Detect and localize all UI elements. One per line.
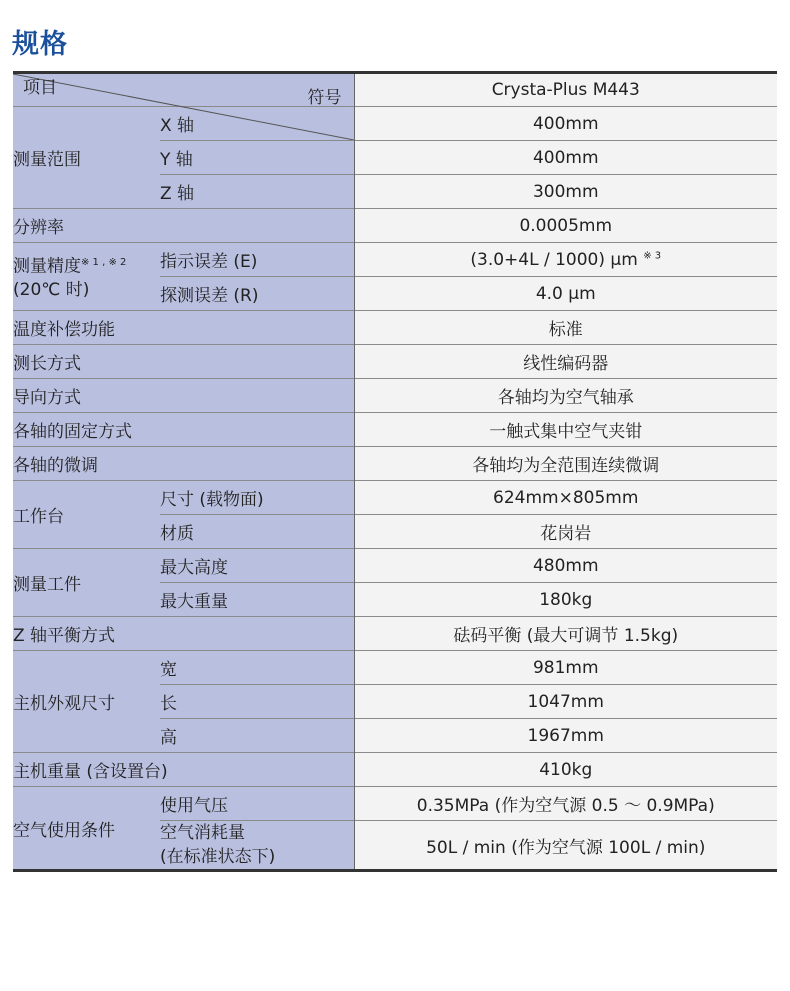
row-value: 50L / min (作为空气源 100L / min) <box>354 821 777 871</box>
table-row <box>13 651 777 685</box>
row-value: 300mm <box>354 175 777 209</box>
row-label: Z 轴 <box>160 175 354 209</box>
row-value: 400mm <box>354 107 777 141</box>
accuracy-label: 测量精度 <box>13 256 81 277</box>
header-symbol: 符号 <box>307 88 342 108</box>
row-value: 981mm <box>354 651 777 685</box>
page-title: 规格 <box>12 29 68 60</box>
row-label: 最大重量 <box>160 583 354 617</box>
group-label: 测量工件 <box>13 549 160 617</box>
row-value: 624mm×805mm <box>354 481 777 515</box>
row-value: 0.0005mm <box>354 209 777 243</box>
table-row <box>13 617 777 651</box>
group-label: 测量范围 <box>13 107 160 209</box>
row-value: 4.0 μm <box>354 277 777 311</box>
row-label: 测长方式 <box>13 345 354 379</box>
row-value: 480mm <box>354 549 777 583</box>
row-value: 砝码平衡 (最大可调节 1.5kg) <box>354 617 777 651</box>
row-value: 400mm <box>354 141 777 175</box>
row-value: 一触式集中空气夹钳 <box>354 413 777 447</box>
indication-value: (3.0+4L / 1000) μm <box>470 249 638 270</box>
row-value: 1047mm <box>354 685 777 719</box>
row-label: 长 <box>160 685 354 719</box>
header-model: Crysta-Plus M443 <box>354 73 777 107</box>
row-label: 指示误差 (E) <box>160 243 354 277</box>
table-row <box>13 413 777 447</box>
table-row <box>13 447 777 481</box>
row-value: 0.35MPa (作为空气源 0.5 ～ 0.9MPa) <box>354 787 777 821</box>
row-value: 1967mm <box>354 719 777 753</box>
row-label: 各轴的固定方式 <box>13 413 354 447</box>
table-row <box>13 311 777 345</box>
row-label: Z 轴平衡方式 <box>13 617 354 651</box>
row-value: 各轴均为空气轴承 <box>354 379 777 413</box>
row-label <box>160 821 354 871</box>
group-label: 主机外观尺寸 <box>13 651 160 753</box>
air-consumption-condition: (在标准状态下) <box>160 847 276 867</box>
row-label: 温度补偿功能 <box>13 311 354 345</box>
row-label: 探测误差 (R) <box>160 277 354 311</box>
air-consumption-label: 空气消耗量 <box>160 823 245 843</box>
row-label: 尺寸 (载物面) <box>160 481 354 515</box>
table-row <box>13 753 777 787</box>
table-row <box>13 549 777 583</box>
group-label <box>13 243 160 311</box>
row-label: 主机重量 (含设置台) <box>13 753 354 787</box>
row-value: 各轴均为全范围连续微调 <box>354 447 777 481</box>
row-label: X 轴 <box>160 107 354 141</box>
spec-table <box>13 71 777 872</box>
table-row <box>13 345 777 379</box>
group-label: 空气使用条件 <box>13 787 160 871</box>
row-value <box>354 243 777 277</box>
table-row <box>13 787 777 821</box>
row-label: 分辨率 <box>13 209 354 243</box>
row-label: 高 <box>160 719 354 753</box>
group-label: 工作台 <box>13 481 160 549</box>
accuracy-notes: ※ 1 , ※ 2 <box>81 256 127 268</box>
row-label: 各轴的微调 <box>13 447 354 481</box>
accuracy-condition: (20℃ 时) <box>13 280 90 301</box>
row-label: 最大高度 <box>160 549 354 583</box>
row-value: 线性编码器 <box>354 345 777 379</box>
row-label: Y 轴 <box>160 141 354 175</box>
row-label: 导向方式 <box>13 379 354 413</box>
row-value: 标准 <box>354 311 777 345</box>
table-header-row <box>13 73 777 107</box>
row-label: 使用气压 <box>160 787 354 821</box>
indication-note: ※ 3 <box>643 249 662 261</box>
header-item: 项目 <box>23 78 57 98</box>
table-row <box>13 379 777 413</box>
table-row <box>13 243 777 277</box>
row-value: 410kg <box>354 753 777 787</box>
table-row <box>13 481 777 515</box>
row-value: 花岗岩 <box>354 515 777 549</box>
table-row <box>13 209 777 243</box>
row-label: 材质 <box>160 515 354 549</box>
diagonal-divider <box>13 74 354 140</box>
row-label: 宽 <box>160 651 354 685</box>
header-cell <box>13 73 354 107</box>
row-value: 180kg <box>354 583 777 617</box>
